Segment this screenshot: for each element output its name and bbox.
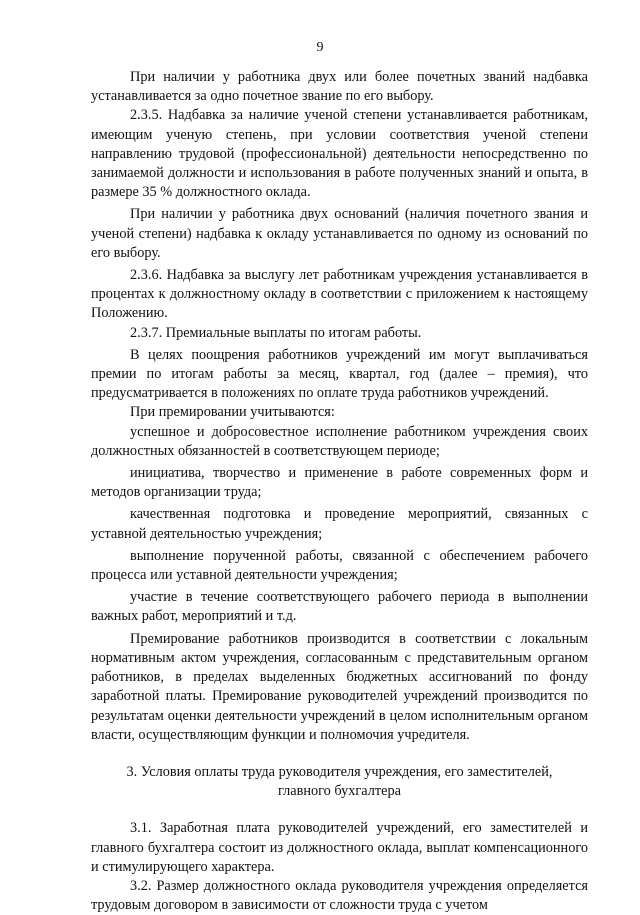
section-heading	[91, 763, 588, 801]
paragraph: 2.3.6. Надбавка за выслугу лет работникам учреждения устанавливается в процентах к должностному окладу в соответствии с приложением к настоящему Положению.	[91, 267, 588, 322]
paragraph: 3.2. Размер должностного оклада руководителя учреждения определяется трудовым договором в зависимости от сложности труда с учетом	[91, 877, 588, 914]
paragraph: успешное и добросовестное исполнение работником учреждения своих должностных обязанностей в соответствующем периоде;	[91, 423, 588, 459]
section-heading-line1: 3. Условия оплаты труда руководителя учреждения, его заместителей,	[126, 763, 553, 780]
paragraph: участие в течение соответствующего рабочего периода в выполнении важных работ, мероприятий и т.д.	[91, 589, 588, 625]
paragraph: 2.3.5. Надбавка за наличие ученой степени устанавливается работникам, имеющим ученую степень, при условии соответствия ученой степени направлению трудовой (профессиональной) деятельности непосредственно по занимаемой должности и использования в работе полученных знаний и опыта, в размере 35 % должностного оклада.	[91, 107, 588, 201]
paragraph: При премировании учитываются:	[130, 404, 335, 421]
body-text	[91, 68, 588, 915]
paragraph: В целях поощрения работников учреждений им могут выплачиваться премии по итогам работы за месяц, квартал, год (далее – премия), что предусматривается в положениях по оплате труда работников учреждений.	[91, 346, 588, 402]
paragraph: При наличии у работника двух или более почетных званий надбавка устанавливается за одно почетное звание по его выбору.	[91, 69, 588, 105]
paragraph: Премирование работников производится в соответствии с локальным нормативным актом учреждения, согласованным с представительным органом работников, в пределах выделенных бюджетных ассигнований по фонду заработной платы. Премирование руководителей учреждений производится по результатам оценки деятельности учреждений в целом исполнительным органом власти, осуществляющим функции и полномочия учредителя.	[91, 630, 588, 743]
page-number: 9	[316, 40, 324, 55]
paragraph: выполнение порученной работы, связанной с обеспечением рабочего процесса или уставной деятельности учреждения;	[91, 547, 588, 584]
paragraph: При наличии у работника двух оснований (наличия почетного звания и ученой степени) надбавка к окладу устанавливается по одному из оснований по его выбору.	[91, 206, 588, 261]
section-heading-line2: главного бухгалтера	[278, 783, 401, 800]
paragraph: инициатива, творчество и применение в работе современных форм и методов организации труда;	[91, 465, 588, 501]
paragraph: 2.3.7. Премиальные выплаты по итогам работы.	[130, 324, 422, 341]
paragraph: качественная подготовка и проведение мероприятий, связанных с уставной деятельностью учреждения;	[91, 506, 588, 542]
paragraph: 3.1. Заработная плата руководителей учреждений, его заместителей и главного бухгалтера состоит из должностного оклада, выплат компенсационного и стимулирующего характера.	[91, 820, 588, 875]
